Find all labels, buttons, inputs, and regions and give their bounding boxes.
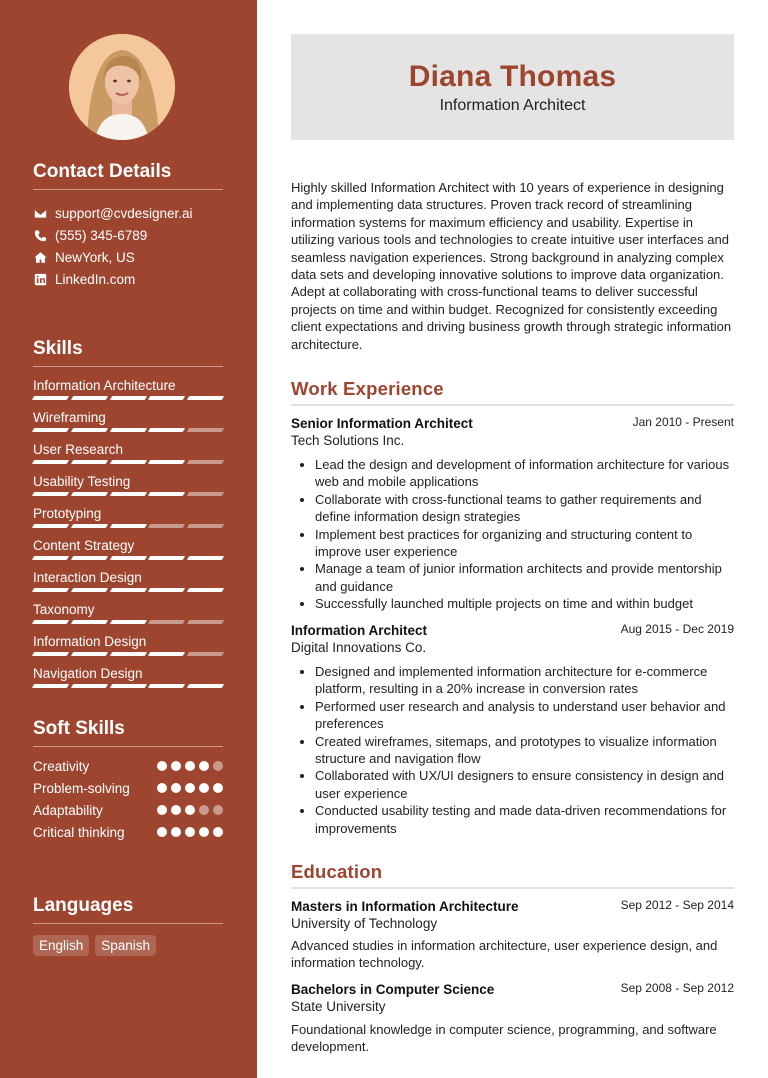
soft-skill-item — [33, 779, 223, 797]
skill-level-segment — [71, 620, 108, 624]
skill-level-segment — [148, 524, 185, 528]
skill-label: Usability Testing — [33, 474, 131, 489]
skill-level-segment — [109, 652, 146, 656]
soft-skill-rating — [157, 761, 223, 771]
rating-dot — [185, 761, 195, 771]
job-bullet: • Collaborate with cross-functional teams to gather requirements and define information design strategies — [315, 491, 735, 526]
school-name: University of Technology — [291, 916, 438, 931]
rating-dot — [171, 827, 181, 837]
rating-dot — [157, 805, 167, 815]
skill-label: Information Architecture — [33, 378, 176, 393]
skill-item — [33, 409, 223, 432]
skill-level-bar — [33, 556, 223, 560]
skill-level-segment — [71, 460, 108, 464]
skill-label: Navigation Design — [33, 666, 143, 681]
skill-level-segment — [109, 588, 146, 592]
skill-level-segment — [32, 396, 69, 400]
degree-description: Foundational knowledge in computer science, programming, and software development. — [291, 1022, 717, 1055]
skill-label: Interaction Design — [33, 570, 142, 585]
rating-dot — [213, 827, 223, 837]
contact-location-text: NewYork, US — [55, 249, 135, 265]
skill-level-bar — [33, 396, 223, 400]
rating-dot — [213, 761, 223, 771]
skill-level-segment — [109, 492, 146, 496]
rating-dot — [157, 827, 167, 837]
skill-level-segment — [109, 460, 146, 464]
soft-skill-label: Adaptability — [33, 802, 103, 818]
skill-level-segment — [187, 396, 224, 400]
skill-level-segment — [32, 588, 69, 592]
languages-heading: Languages — [33, 895, 134, 916]
soft-skills-heading: Soft Skills — [33, 718, 125, 739]
contact-email[interactable] — [33, 204, 193, 222]
rating-dot — [185, 827, 195, 837]
languages-divider — [33, 923, 223, 924]
skill-label: Information Design — [33, 634, 147, 649]
soft-skill-rating — [157, 783, 223, 793]
skill-label: Content Strategy — [33, 538, 135, 553]
skill-level-segment — [187, 684, 224, 688]
skill-level-bar — [33, 524, 223, 528]
job-title: Senior Information Architect — [291, 416, 473, 431]
job-company: Tech Solutions Inc. — [291, 433, 405, 448]
job-bullet: • Created wireframes, sitemaps, and prototypes to visualize information structure and navigation flow — [315, 733, 735, 768]
skill-item — [33, 473, 223, 496]
soft-skill-label: Creativity — [33, 758, 90, 774]
sidebar — [0, 0, 257, 1078]
contact-phone-text: (555) 345-6789 — [55, 227, 148, 243]
job-title: Information Architect — [291, 623, 428, 638]
contact-heading: Contact Details — [33, 161, 172, 182]
skill-level-segment — [187, 460, 224, 464]
skill-level-segment — [187, 652, 224, 656]
skill-level-segment — [71, 588, 108, 592]
soft-skill-rating — [157, 827, 223, 837]
skill-level-segment — [32, 652, 69, 656]
degree-date: Sep 2008 - Sep 2012 — [620, 981, 734, 995]
person-role: Information Architect — [439, 97, 586, 114]
rating-dot — [199, 805, 209, 815]
soft-skills-divider — [33, 746, 223, 747]
skill-item — [33, 505, 223, 528]
home-icon — [33, 250, 47, 264]
skill-level-segment — [32, 460, 69, 464]
work-divider — [291, 404, 734, 406]
skill-level-bar — [33, 460, 223, 464]
soft-skill-label: Critical thinking — [33, 824, 125, 840]
job-bullet: • Lead the design and development of information architecture for various web and mobile applications — [315, 456, 735, 491]
skill-level-segment — [148, 428, 185, 432]
rating-dot — [213, 805, 223, 815]
skill-label: Taxonomy — [33, 602, 95, 617]
job-bullet: • Successfully launched multiple projects on time and within budget — [315, 595, 735, 612]
contact-location — [33, 248, 135, 266]
phone-icon — [33, 228, 47, 242]
rating-dot — [171, 805, 181, 815]
skill-level-segment — [109, 428, 146, 432]
skill-item — [33, 377, 223, 400]
soft-skill-item — [33, 801, 223, 819]
skill-level-segment — [109, 556, 146, 560]
skill-level-segment — [187, 556, 224, 560]
skill-level-segment — [187, 428, 224, 432]
rating-dot — [213, 783, 223, 793]
linkedin-icon — [33, 272, 47, 286]
skill-level-segment — [32, 620, 69, 624]
school-name: State University — [291, 999, 386, 1014]
degree-date: Sep 2012 - Sep 2014 — [620, 898, 734, 912]
skill-level-segment — [187, 492, 224, 496]
job-bullet: • Conducted usability testing and made data-driven recommendations for improvements — [315, 802, 735, 837]
skill-label: Prototyping — [33, 506, 102, 521]
skill-level-segment — [148, 684, 185, 688]
rating-dot — [199, 827, 209, 837]
rating-dot — [171, 783, 181, 793]
work-experience-heading: Work Experience — [291, 378, 444, 399]
skill-label: Wireframing — [33, 410, 106, 425]
skill-level-segment — [148, 556, 185, 560]
skill-level-segment — [71, 396, 108, 400]
header-box — [291, 34, 734, 140]
skill-level-segment — [148, 620, 185, 624]
summary-text: Highly skilled Information Architect with 10 years of experience in designing and implementing data structures. Proven track record of streamlining information systems for maximum efficiency and usability. Expertise in utilizing various tools and technologies to create intuitive user interfaces and seamless navigation experiences. Strong background in analyzing complex data sets and developing innovative solutions to improve data organization. Adept at collaborating with cross-functional teams to deliver successful projects on time and within budget. Recognized for consistently exceeding client expectations and driving business growth through strategic information architecture. — [291, 180, 732, 352]
person-name: Diana Thomas — [408, 60, 617, 93]
rating-dot — [171, 761, 181, 771]
job-bullets — [315, 663, 735, 837]
degree-title: Masters in Information Architecture — [291, 899, 519, 914]
degree-title: Bachelors in Computer Science — [291, 982, 495, 997]
skill-level-segment — [148, 396, 185, 400]
skill-level-segment — [32, 556, 69, 560]
job-bullet: • Implement best practices for organizing and structuring content to improve user experience — [315, 526, 735, 561]
skill-item — [33, 633, 223, 656]
contact-divider — [33, 189, 223, 190]
skill-label: User Research — [33, 442, 124, 457]
skill-level-segment — [109, 524, 146, 528]
skill-level-segment — [109, 620, 146, 624]
soft-skill-label: Problem-solving — [33, 780, 130, 796]
skill-level-segment — [71, 652, 108, 656]
skill-level-segment — [148, 492, 185, 496]
languages-list — [33, 935, 156, 956]
skill-item — [33, 665, 223, 688]
language-tag: Spanish — [95, 935, 156, 956]
rating-dot — [185, 783, 195, 793]
skill-level-segment — [71, 556, 108, 560]
job-date: Jan 2010 - Present — [632, 415, 734, 429]
skill-level-segment — [148, 588, 185, 592]
job-date: Aug 2015 - Dec 2019 — [620, 622, 734, 636]
rating-dot — [185, 805, 195, 815]
soft-skill-item — [33, 757, 223, 775]
skill-level-bar — [33, 652, 223, 656]
skill-level-segment — [187, 588, 224, 592]
job-bullet: • Collaborated with UX/UI designers to ensure consistency in design and user experience — [315, 767, 735, 802]
skill-level-bar — [33, 684, 223, 688]
education-divider — [291, 887, 734, 889]
envelope-icon — [33, 206, 47, 220]
skill-level-segment — [71, 428, 108, 432]
skills-divider — [33, 366, 223, 367]
job-bullet: • Performed user research and analysis to understand user behavior and preferences — [315, 698, 735, 733]
skill-item — [33, 441, 223, 464]
job-company: Digital Innovations Co. — [291, 640, 427, 655]
soft-skill-rating — [157, 805, 223, 815]
contact-linkedin[interactable] — [33, 270, 135, 288]
contact-linkedin-text: LinkedIn.com — [55, 271, 136, 287]
rating-dot — [157, 761, 167, 771]
skill-level-segment — [148, 652, 185, 656]
skill-level-segment — [71, 492, 108, 496]
skill-item — [33, 537, 223, 560]
skill-level-segment — [71, 524, 108, 528]
job-bullets — [315, 456, 735, 613]
skill-level-bar — [33, 620, 223, 624]
rating-dot — [199, 761, 209, 771]
skill-level-segment — [187, 620, 224, 624]
soft-skill-item — [33, 823, 223, 841]
skill-level-segment — [109, 396, 146, 400]
rating-dot — [157, 783, 167, 793]
skill-level-segment — [32, 492, 69, 496]
skill-level-segment — [32, 428, 69, 432]
skill-level-segment — [71, 684, 108, 688]
contact-email-text: support@cvdesigner.ai — [55, 205, 193, 221]
skill-level-bar — [33, 588, 223, 592]
skill-level-segment — [148, 460, 185, 464]
skill-item — [33, 569, 223, 592]
education-heading: Education — [291, 861, 383, 882]
skill-level-segment — [32, 524, 69, 528]
degree-description: Advanced studies in information architecture, user experience design, and information technology. — [291, 938, 718, 971]
skill-item — [33, 601, 223, 624]
skill-level-segment — [32, 684, 69, 688]
job-bullet: • Designed and implemented information architecture for e-commerce platform, resulting in a 20% increase in conversion rates — [315, 663, 735, 698]
contact-phone[interactable] — [33, 226, 147, 244]
profile-photo — [69, 34, 175, 140]
skill-level-bar — [33, 428, 223, 432]
skills-heading: Skills — [33, 338, 83, 359]
job-bullet: • Manage a team of junior information architects and provide mentorship and guidance — [315, 560, 735, 595]
rating-dot — [199, 783, 209, 793]
skill-level-segment — [187, 524, 224, 528]
skill-level-segment — [109, 684, 146, 688]
language-tag: English — [33, 935, 89, 956]
skill-level-bar — [33, 492, 223, 496]
